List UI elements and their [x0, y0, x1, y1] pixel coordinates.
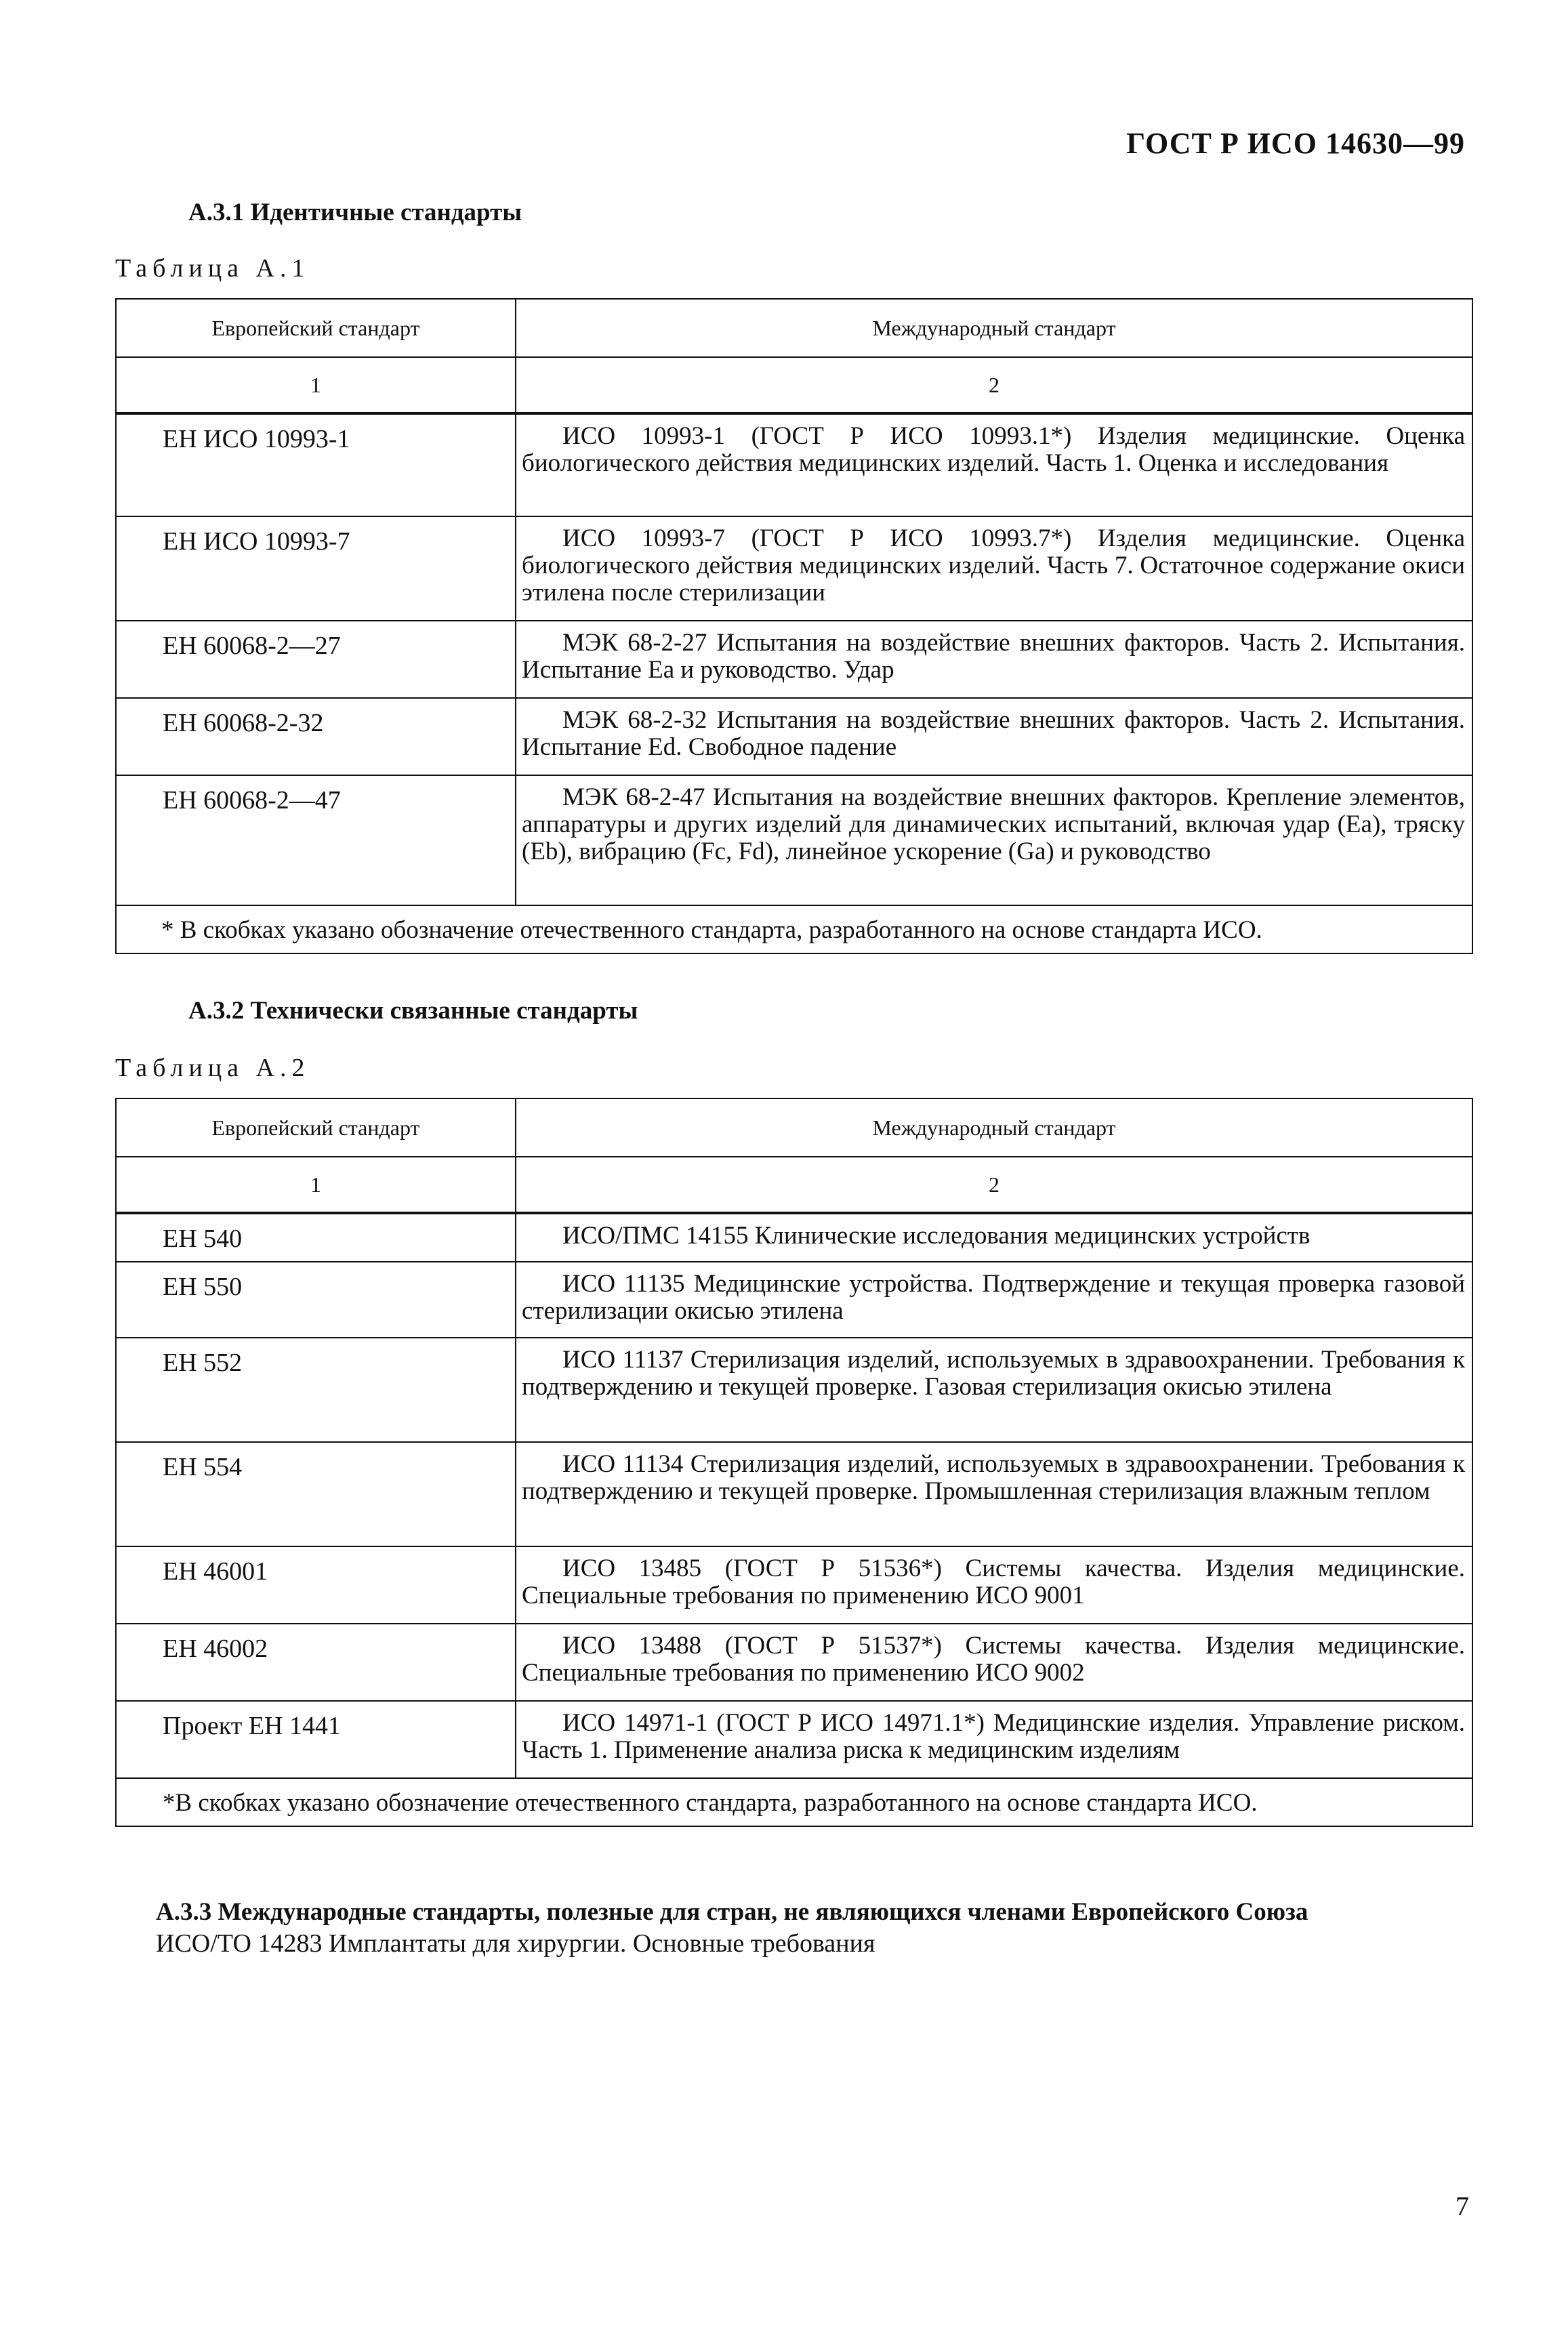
table2-row6-international: ИСО 13488 (ГОСТ Р 51537*) Системы качества. Изделия медицинские. Специальные требования по применению ИСО 9002 [522, 1632, 1465, 1687]
section-a32-title: А.3.2 Технически связанные стандарты [188, 997, 638, 1025]
table1-footnote: * В скобках указано обозначение отечественного стандарта, разработанного на основе стандарта ИСО. [116, 905, 1472, 953]
table1-header-international: Международный стандарт [516, 299, 1472, 357]
table2-footnote: *В скобках указано обозначение отечественного стандарта, разработанного на основе стандарта ИСО. [116, 1778, 1472, 1826]
table-row [116, 1701, 1472, 1778]
table2-row4-international: ИСО 11134 Стерилизация изделий, используемых в здравоохранении. Требования к подтверждению и текущей проверке. Промышленная стерилизация влажным теплом [522, 1450, 1465, 1505]
table2-row1-european: ЕН 540 [116, 1213, 516, 1262]
table2-colnum-1: 1 [116, 1157, 516, 1213]
table2-row2-international: ИСО 11135 Медицинские устройства. Подтверждение и текущая проверка газовой стерилизации окисью этилена [522, 1270, 1465, 1325]
table2-row5-international: ИСО 13485 (ГОСТ Р 51536*) Системы качества. Изделия медицинские. Специальные требования по применению ИСО 9001 [522, 1555, 1465, 1609]
table2-row7-european: Проект ЕН 1441 [116, 1701, 516, 1778]
page-number: 7 [1456, 2191, 1469, 2221]
table2-row3-international: ИСО 11137 Стерилизация изделий, используемых в здравоохранении. Требования к подтверждению и текущей проверке. Газовая стерилизация окисью этилена [522, 1346, 1465, 1401]
section-a33-title: А.3.3 Международные стандарты, полезные для стран, не являющихся членами Европейского Союза [156, 1898, 1308, 1926]
table1-colnum-1: 1 [116, 357, 516, 413]
table-row [116, 621, 1472, 698]
table-1 [115, 298, 1473, 954]
table1-row3-international: МЭК 68-2-27 Испытания на воздействие внешних факторов. Часть 2. Испытания. Испытание Ea и руководство. Удар [522, 629, 1465, 684]
table-row [116, 775, 1472, 905]
table2-label: Таблица А.2 [115, 1054, 310, 1082]
table1-row3-european: ЕН 60068-2—27 [116, 621, 516, 698]
table-row [116, 698, 1472, 775]
table-row [116, 1546, 1472, 1624]
table-row [116, 413, 1472, 516]
table-row [116, 1624, 1472, 1701]
table-row [116, 1442, 1472, 1546]
table2-row1-international: ИСО/ПМС 14155 Клинические исследования медицинских устройств [562, 1222, 1311, 1250]
table-row [116, 516, 1472, 621]
table1-colnum-2: 2 [516, 357, 1472, 413]
section-a33-item: ИСО/ТО 14283 Имплантаты для хирургии. Основные требования [156, 1929, 875, 1958]
table1-label: Таблица А.1 [115, 254, 310, 283]
section-a31-title: А.3.1 Идентичные стандарты [188, 199, 522, 226]
document-id: ГОСТ Р ИСО 14630—99 [1126, 127, 1465, 160]
table1-row4-international: МЭК 68-2-32 Испытания на воздействие внешних факторов. Часть 2. Испытания. Испытание Ed. Свободное падение [522, 706, 1465, 761]
table-row [116, 1213, 1472, 1262]
table1-row2-european: ЕН ИСО 10993-7 [116, 516, 516, 621]
table2-row3-european: ЕН 552 [116, 1338, 516, 1442]
table2-row5-european: ЕН 46001 [116, 1546, 516, 1624]
table1-row1-european: ЕН ИСО 10993-1 [116, 413, 516, 516]
table-row [116, 1338, 1472, 1442]
table-2 [115, 1098, 1473, 1827]
table2-header-international: Международный стандарт [516, 1098, 1472, 1157]
table2-row6-european: ЕН 46002 [116, 1624, 516, 1701]
table2-row2-european: ЕН 550 [116, 1262, 516, 1338]
table1-row4-european: ЕН 60068-2-32 [116, 698, 516, 775]
table1-row5-european: ЕН 60068-2—47 [116, 775, 516, 905]
table1-header-european: Европейский стандарт [116, 299, 516, 357]
table2-row7-international: ИСО 14971-1 (ГОСТ Р ИСО 14971.1*) Медицинские изделия. Управление риском. Часть 1. Применение анализа риска к медицинским изделиям [522, 1709, 1465, 1764]
table1-row2-international: ИСО 10993-7 (ГОСТ Р ИСО 10993.7*) Изделия медицинские. Оценка биологического действия медицинских изделий. Часть 7. Остаточное содержание окиси этилена после стерилизации [522, 525, 1465, 606]
table1-row1-international: ИСО 10993-1 (ГОСТ Р ИСО 10993.1*) Изделия медицинские. Оценка биологического действия медицинских изделий. Часть 1. Оценка и исследования [522, 422, 1465, 477]
table2-row4-european: ЕН 554 [116, 1442, 516, 1546]
table-row [116, 1262, 1472, 1338]
table2-colnum-2: 2 [516, 1157, 1472, 1213]
table2-header-european: Европейский стандарт [116, 1098, 516, 1157]
table1-row5-international: МЭК 68-2-47 Испытания на воздействие внешних факторов. Крепление элементов, аппаратуры и других изделий для динамических испытаний, включая удар (Ea), тряску (Eb), вибрацию (Fc, Fd), линейное ускорение (Ga) и руководство [522, 783, 1465, 865]
